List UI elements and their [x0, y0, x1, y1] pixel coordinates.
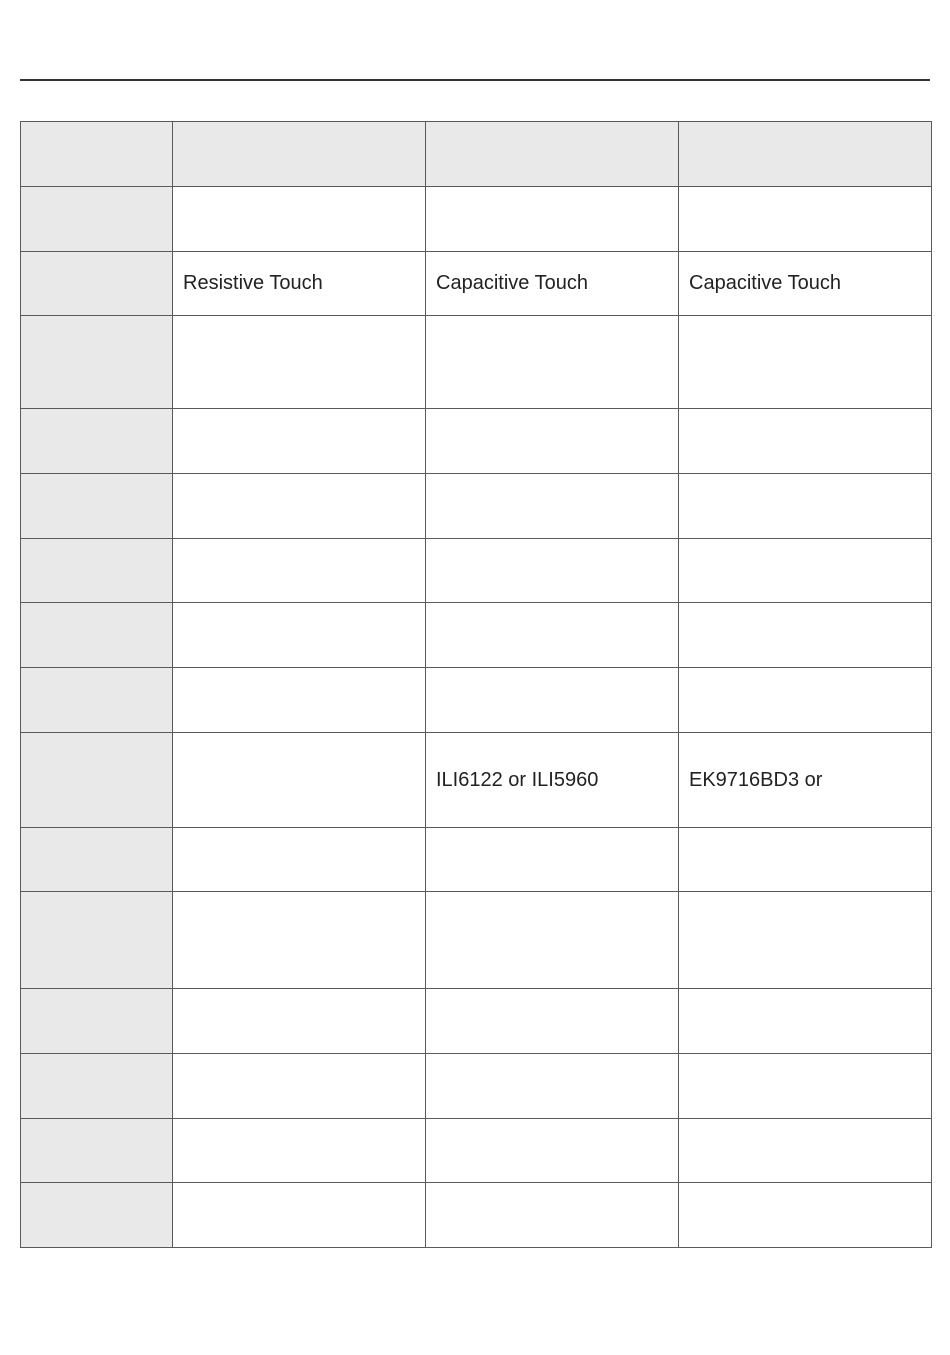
table-cell	[173, 187, 426, 252]
table-cell	[173, 989, 426, 1054]
table-cell	[173, 828, 426, 892]
table-cell	[426, 1183, 679, 1248]
table-cell	[426, 668, 679, 733]
table-cell	[679, 539, 932, 603]
row-label	[21, 474, 173, 539]
table-cell	[173, 1054, 426, 1119]
table-cell	[173, 668, 426, 733]
table-cell	[679, 828, 932, 892]
row-label	[21, 187, 173, 252]
table-cell	[173, 474, 426, 539]
table-row	[21, 187, 932, 252]
table-cell	[173, 733, 426, 828]
top-divider	[20, 79, 930, 81]
table-cell	[426, 892, 679, 989]
table-cell: ILI6122 or ILI5960	[426, 733, 679, 828]
table-cell	[426, 409, 679, 474]
table-cell: Resistive Touch	[173, 252, 426, 316]
table-cell	[426, 1054, 679, 1119]
table-cell	[679, 316, 932, 409]
header-cell-model-1	[173, 122, 426, 187]
table-row	[21, 1183, 932, 1248]
table-row	[21, 409, 932, 474]
row-label	[21, 733, 173, 828]
table-cell	[173, 603, 426, 668]
spec-table	[20, 121, 932, 1248]
table-cell	[426, 603, 679, 668]
row-label	[21, 603, 173, 668]
table-cell	[426, 474, 679, 539]
table-cell	[679, 989, 932, 1054]
table-cell: EK9716BD3 or	[679, 733, 932, 828]
table-cell	[679, 1119, 932, 1183]
header-cell-model-3	[679, 122, 932, 187]
row-label	[21, 1183, 173, 1248]
table-row	[21, 316, 932, 409]
table-row	[21, 1054, 932, 1119]
table-row	[21, 989, 932, 1054]
table-cell	[679, 187, 932, 252]
table-cell	[426, 828, 679, 892]
table-cell	[173, 1119, 426, 1183]
table-row	[21, 603, 932, 668]
table-row	[21, 733, 932, 828]
table-cell	[426, 539, 679, 603]
table-cell	[679, 409, 932, 474]
row-label	[21, 316, 173, 409]
table-cell	[426, 1119, 679, 1183]
table-header-row	[21, 122, 932, 187]
row-label	[21, 828, 173, 892]
table-row	[21, 539, 932, 603]
table-row	[21, 668, 932, 733]
table-cell	[426, 316, 679, 409]
table-cell	[679, 1183, 932, 1248]
table-cell	[173, 1183, 426, 1248]
table-cell: Capacitive Touch	[426, 252, 679, 316]
table-row	[21, 828, 932, 892]
table-row	[21, 474, 932, 539]
row-label	[21, 668, 173, 733]
table-cell	[173, 409, 426, 474]
row-label	[21, 1054, 173, 1119]
table-cell	[173, 892, 426, 989]
table-row	[21, 252, 932, 316]
table-cell	[679, 474, 932, 539]
table-cell	[426, 187, 679, 252]
header-cell-model-2	[426, 122, 679, 187]
table-cell	[679, 892, 932, 989]
table-row	[21, 892, 932, 989]
table-cell	[426, 989, 679, 1054]
table-cell	[679, 603, 932, 668]
header-cell-label	[21, 122, 173, 187]
table-row	[21, 1119, 932, 1183]
table-cell: Capacitive Touch	[679, 252, 932, 316]
table-cell	[679, 1054, 932, 1119]
row-label	[21, 989, 173, 1054]
row-label	[21, 539, 173, 603]
table-cell	[173, 316, 426, 409]
row-label	[21, 892, 173, 989]
row-label	[21, 1119, 173, 1183]
table-cell	[173, 539, 426, 603]
row-label	[21, 252, 173, 316]
row-label	[21, 409, 173, 474]
table-cell	[679, 668, 932, 733]
